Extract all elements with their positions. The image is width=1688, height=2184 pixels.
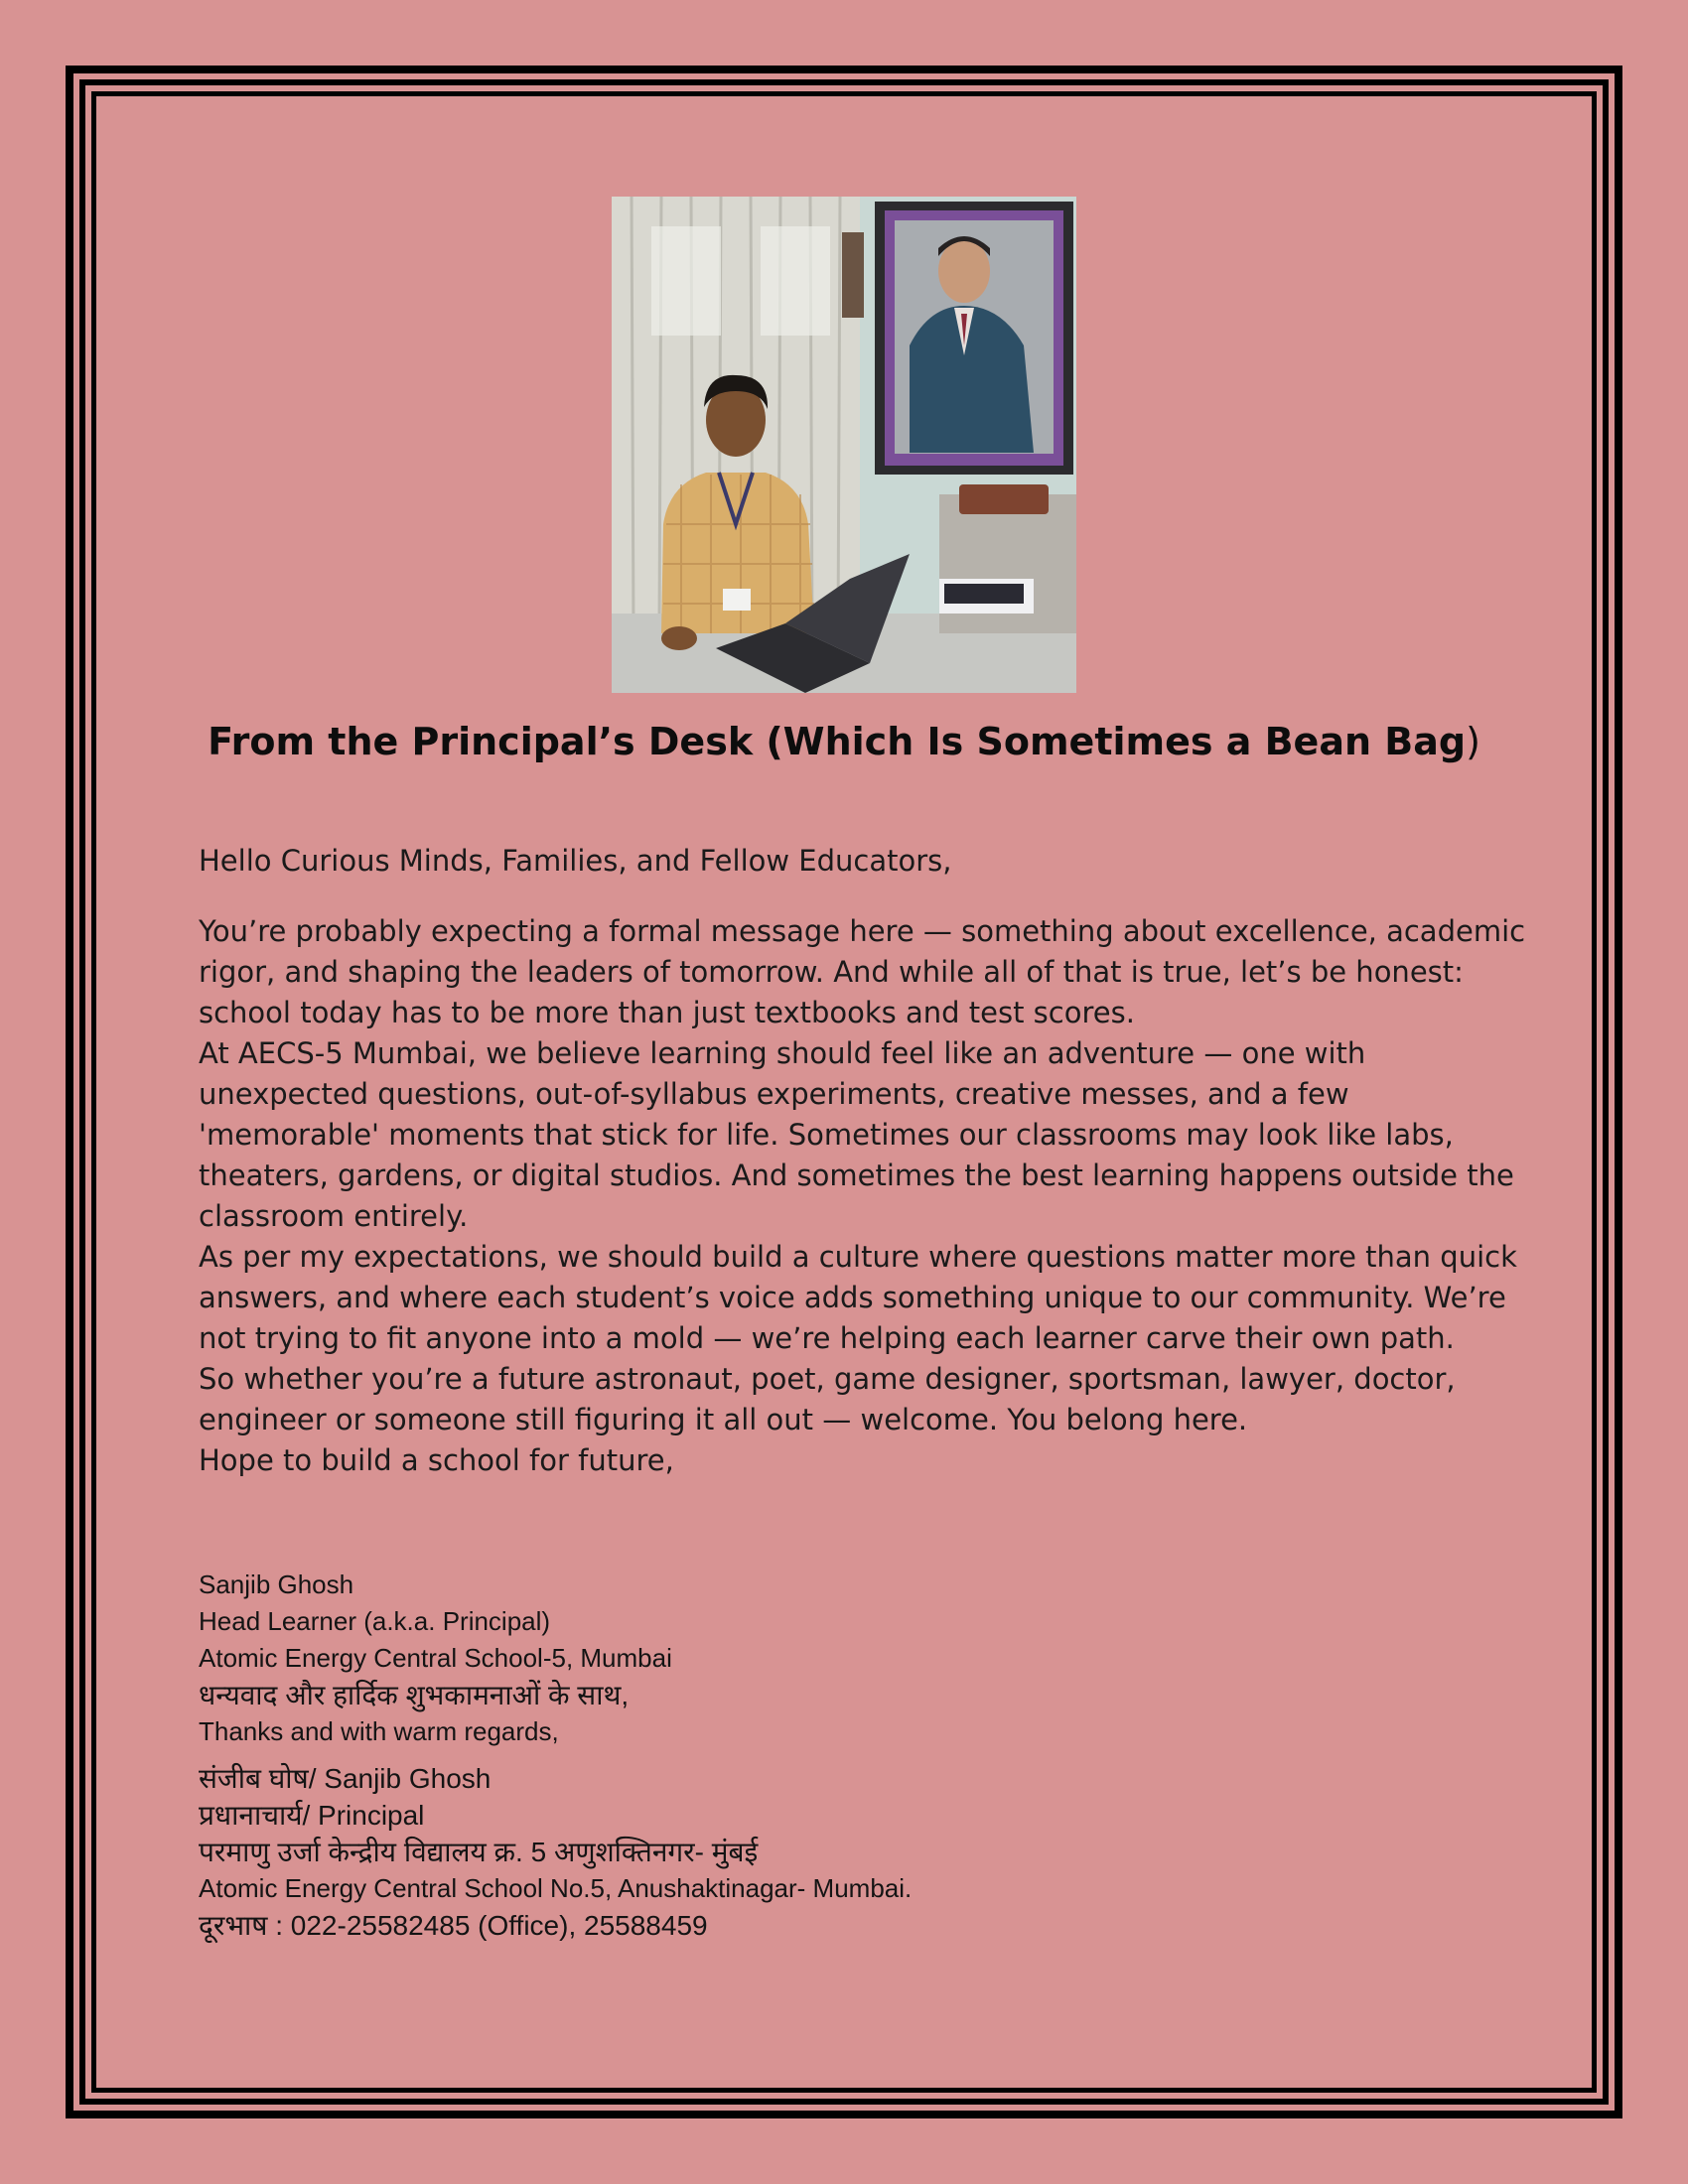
- regards-hindi: धन्यवाद और हार्दिक शुभकामनाओं के साथ,: [199, 1680, 630, 1710]
- phone-number: दूरभाष : 022-25582485 (Office), 25588459: [199, 1910, 708, 1941]
- body-paragraph: As per my expectations, we should build a culture where questions matter more than quick answers, and where each student’s voice adds something unique to our community. We’re not trying to fit anyone into a mold — we’re helping each learner carve their own path.: [199, 1240, 1517, 1355]
- signature-name: Sanjib Ghosh: [199, 1570, 354, 1599]
- greeting: Hello Curious Minds, Families, and Fellow Educators,: [199, 844, 952, 878]
- spacer: [199, 1750, 912, 1760]
- signature-role: Head Learner (a.k.a. Principal): [199, 1606, 551, 1636]
- title-close-paren: ): [1466, 720, 1480, 763]
- message-body: [199, 911, 1529, 1481]
- school-english: Atomic Energy Central School No.5, Anushaktinagar- Mumbai.: [199, 1873, 913, 1903]
- school-hindi: परमाणु उर्जा केन्द्रीय विद्यालय क्र. 5 अणुशक्तिनगर- मुंबई: [199, 1837, 759, 1867]
- signature-school: Atomic Energy Central School-5, Mumbai: [199, 1643, 672, 1673]
- regards-english: Thanks and with warm regards,: [199, 1716, 559, 1746]
- title-main: From the Principal’s Desk (Which Is Sometimes a Bean Bag: [208, 720, 1467, 763]
- body-paragraph: Hope to build a school for future,: [199, 1443, 674, 1477]
- signature-block: [199, 1567, 912, 1944]
- principal-photo: [612, 197, 1076, 693]
- page-title: [199, 719, 1489, 764]
- name-bilingual: संजीब घोष/ Sanjib Ghosh: [199, 1763, 492, 1794]
- body-paragraph: At AECS-5 Mumbai, we believe learning should feel like an adventure — one with unexpected questions, out-of-syllabus experiments, creative messes, and a few 'memorable' moments that stick for life. Sometimes our classrooms may look like labs, theaters, gardens, or digital studios. And sometimes the best learning happens outside the classroom entirely.: [199, 1036, 1514, 1233]
- body-paragraph: You’re probably expecting a formal message here — something about excellence, academic rigor, and shaping the leaders of tomorrow. And while all of that is true, let’s be honest: school today has to be more than just textbooks and test scores.: [199, 914, 1526, 1029]
- body-paragraph: So whether you’re a future astronaut, poet, game designer, sportsman, lawyer, doctor, engineer or someone still figuring it all out — welcome. You belong here.: [199, 1362, 1456, 1436]
- title-bilingual: प्रधानाचार्य/ Principal: [199, 1800, 425, 1831]
